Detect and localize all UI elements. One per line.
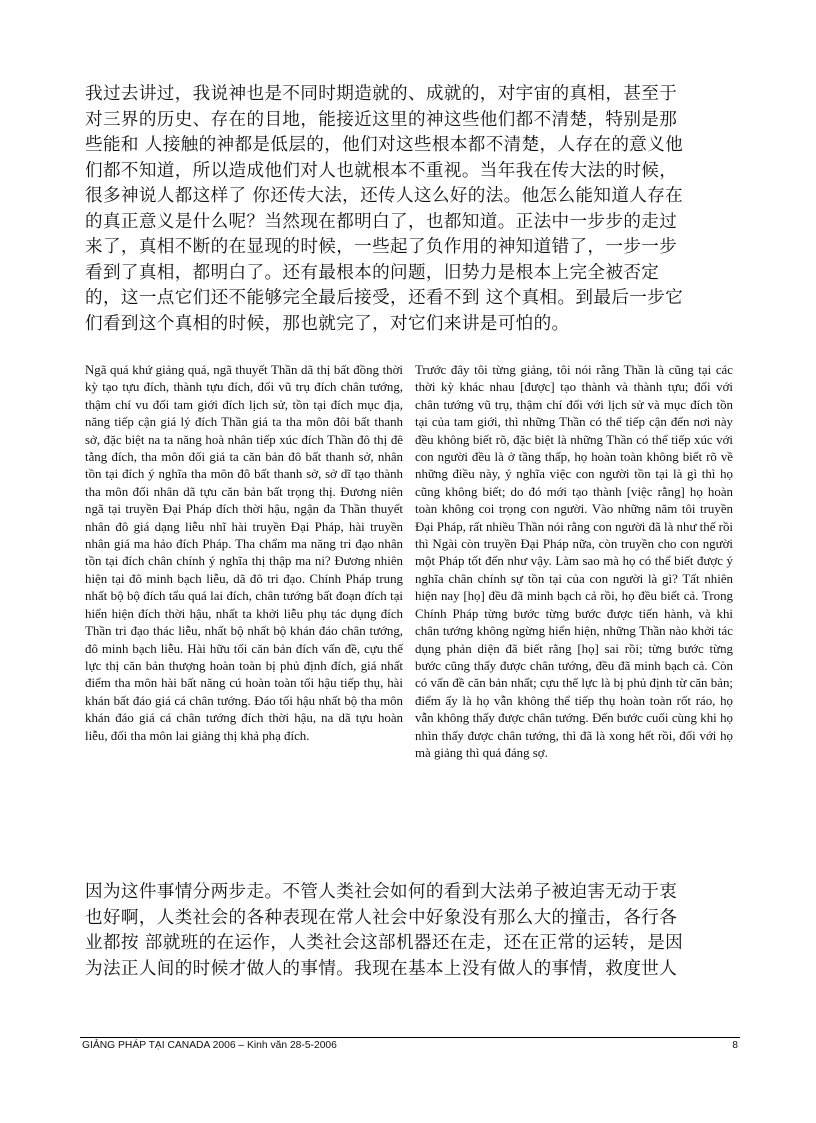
page-number: 8 (732, 1040, 738, 1051)
text-line: 业都按 部就班的在运作，人类社会这部机器还在走，还在正常的运转，是因 (85, 933, 684, 953)
footer-title: GIẢNG PHÁP TẠI CANADA 2006 – Kinh văn 28-5-2006 (82, 1040, 337, 1051)
footer-divider (80, 1037, 740, 1038)
text-line: 们看到这个真相的时候，那也就完了，对它们来讲是可怕的。 (85, 313, 570, 334)
sino-vietnamese-column (85, 362, 403, 745)
text-line: 们都不知道，所以造成他们对人也就根本不重视。当年我在传大法的时候， (85, 160, 678, 181)
chinese-paragraph-bottom (85, 880, 733, 982)
vietnamese-translation-paragraph: Trước đây tôi từng giảng, tôi nói rằng Thần là cũng tại các thời kỳ khác nhau [được] tạo thành và thành tựu; đối với chân tướng vũ trụ, thậm chí đối với lịch sử và mục đích tồn tại của tam giới, thì những Thần có thể tiếp cận đến nơi này đều không biết rõ, đặc biệt là những Thần có thể tiếp xúc với con người đều là ở tầng thấp, họ hoàn toàn không biết rõ về những điều này, ý nghĩa việc con người tồn tại là gì thì họ cũng không biết; do đó mới tạo thành [việc rằng] họ hoàn toàn không coi trọng con người. Vào những năm tôi truyền Đại Pháp, rất nhiều Thần nói rằng con người đã là như thế rồi thì Ngài còn truyền Đại Pháp nữa, còn truyền cho con người một Pháp tốt đến như vậy. Làm sao mà họ có thể biết được ý nghĩa chân chính sự tồn tại của con người là gì? Tất nhiên hiện nay [họ] đều đã minh bạch cả rồi, họ đều biết cả. Trong Chính Pháp từng bước từng bước được tiến hành, và khi chân tướng không ngừng hiển hiện, những Thần nào khởi tác dụng phản diện đã biết rằng [họ] sai rồi; từng bước từng bước cũng thấy được chân tướng, đều đã minh bạch cả. Còn có vấn đề căn bản nhất; cựu thế lực là bị phủ định từ căn bản; điểm ấy là họ vẫn không thể tiếp thụ hoàn toàn rốt ráo, họ vẫn không thấy được chân tướng. Đến bước cuối cùng khi họ nhìn thấy được chân tướng, thì đã là xong hết rồi, đối với họ mà giảng thì quá đáng sợ. (415, 363, 733, 760)
text-line: 很多神说人都这样了 你还传大法，还传人这么好的法。他怎么能知道人存在 (85, 186, 684, 206)
text-line: 些能和 人接触的神都是低层的，他们对这些根本都不清楚，人存在的意义他 (85, 135, 684, 155)
text-line: 看到了真相，都明白了。还有最根本的问题，旧势力是根本上完全被否定 (85, 262, 660, 283)
text-line: 的真正意义是什么呢？当然现在都明白了，也都知道。正法中一步步的走过 (85, 211, 678, 232)
text-line: 我过去讲过，我说神也是不同时期造就的、成就的，对宇宙的真相，甚至于 (85, 84, 678, 104)
vietnamese-translation-column (415, 362, 733, 762)
text-line: 的，这一点它们还不能够完全最后接受，还看不到 这个真相。到最后一步它 (85, 288, 684, 308)
text-line: 来了，真相不断的在显现的时候，一些起了负作用的神知道错了，一步一步 (85, 237, 678, 257)
sino-vietnamese-paragraph: Ngã quá khứ giảng quá, ngã thuyết Thần dã thị bất đồng thời kỳ tạo tựu đích, thành tựu đích, đối vũ trụ đích chân tướng, thậm chí vu đối tam giới đích lịch sử, tồn tại đích mục địa, năng tiếp cận giá lý đích Thần giá ta tha môn đôi bất thanh sở, đặc biệt na ta năng hoà nhân tiếp xúc đích Thần đô thị đê tằng đích, tha môn đối giá ta căn bản đô bất thanh sở, nhân tồn tại đích ý nghĩa tha môn đô bất thanh sở, sở dĩ tạo thành tha môn đối nhân dã tựu căn bản bất trọng thị. Đương niên ngã tại truyền Đại Pháp đích thời hậu, ngận đa Thần thuyết nhân đô giá dạng liễu nhĩ hài truyền Đại Pháp, hài truyền nhân giá ma hảo đích Pháp. Tha chẩm ma năng tri đạo nhân tồn tại đích chân chính ý nghĩa thị thập ma ni? Đương nhiên hiện tại đô minh bạch liễu, dã đô tri đạo. Chính Pháp trung nhất bộ bộ đích tẩu quá lai đích, chân tướng bất đoạn đích tại hiển hiện đích thời hậu, nhất ta khởi liễu phụ tác dụng đích Thần tri đạo thác liễu, nhất bộ nhất bộ khán đáo chân tướng, đô minh bạch liễu. Hài hữu tối căn bản đích vấn đề, cựu thế lực thị căn bản thượng hoàn toàn bị phủ định đích, giá nhất điểm tha môn hài bất năng cú hoàn toàn tối hậu tiếp thụ, hài khán bất đáo giá cá chân tướng. Đáo tối hậu nhất bộ tha môn khán đáo giá cá chân tướng đích thời hậu, na dã tựu hoàn liễu, đối tha môn lai giảng thị khả phạ đích. (85, 363, 403, 743)
text-line: 也好啊，人类社会的各种表现在常人社会中好象没有那么大的撞击，各行各 (85, 907, 678, 928)
text-line: 为法正人间的时候才做人的事情。我现在基本上没有做人的事情，救度世人 (85, 958, 678, 979)
text-line: 因为这件事情分两步走。不管人类社会如何的看到大法弟子被迫害无动于衷 (85, 882, 678, 902)
chinese-paragraph-top (85, 82, 733, 337)
text-line: 对三界的历史、存在的目地，能接近这里的神这些他们都不清楚，特别是那 (85, 109, 678, 130)
